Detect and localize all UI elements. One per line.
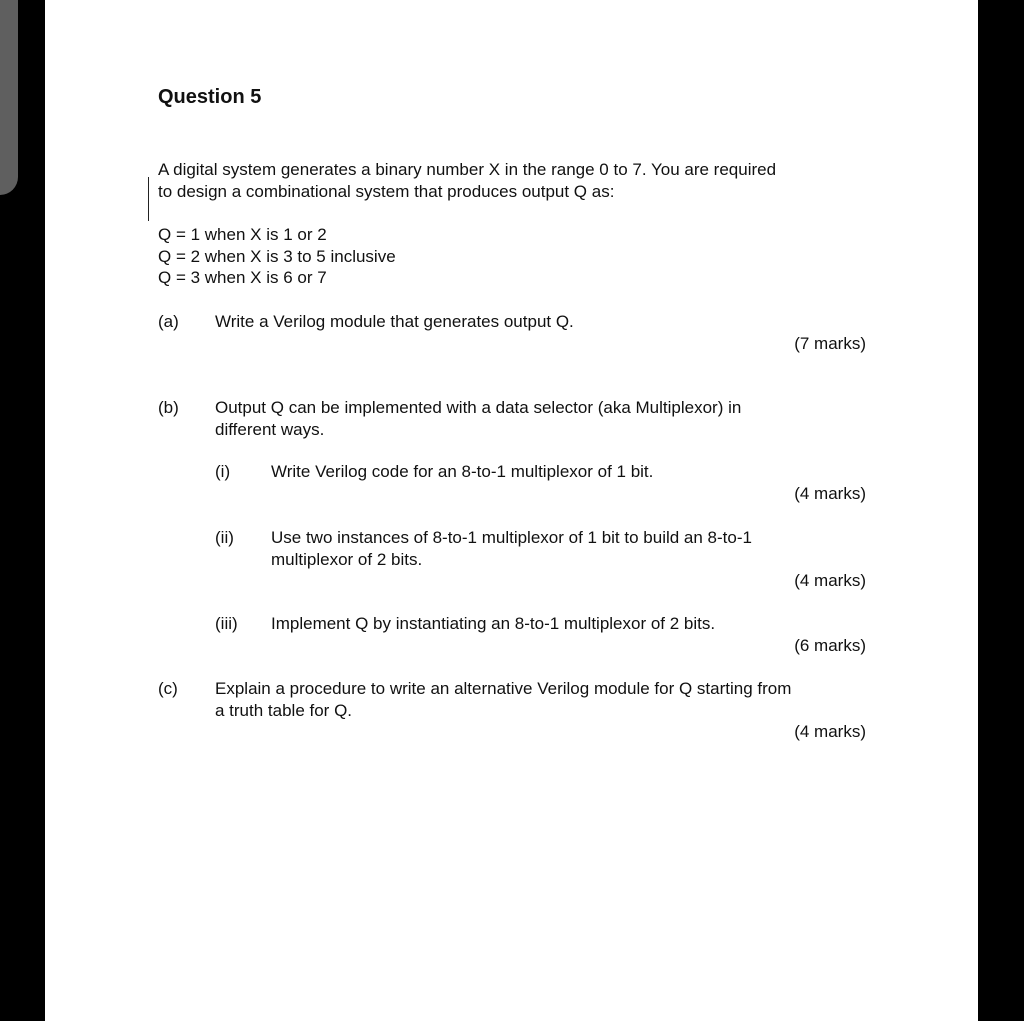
part-c-label: (c) — [158, 679, 178, 698]
condition-3: Q = 3 when X is 6 or 7 — [158, 268, 327, 287]
part-c-line-2: a truth table for Q. — [215, 701, 353, 720]
part-c-line-1: Explain a procedure to write an alternative Verilog module for Q starting from — [215, 679, 792, 698]
overlay-corner-tab — [0, 0, 18, 195]
part-b-iii-text: Implement Q by instantiating an 8-to-1 multiplexor of 2 bits. — [271, 614, 716, 633]
part-b-ii-line-2: multiplexor of 2 bits. — [271, 550, 423, 569]
condition-1: Q = 1 when X is 1 or 2 — [158, 225, 327, 244]
part-b-ii-line-1: Use two instances of 8-to-1 multiplexor of 1 bit to build an 8-to-1 — [271, 528, 752, 547]
part-a-marks: (7 marks) — [794, 334, 866, 353]
part-b-i-text: Write Verilog code for an 8-to-1 multiplexor of 1 bit. — [271, 462, 654, 481]
question-title: Question 5 — [158, 86, 262, 108]
part-b-label: (b) — [158, 398, 179, 417]
part-b-i-marks: (4 marks) — [794, 484, 866, 503]
part-b-ii-label: (ii) — [215, 528, 234, 547]
intro-line-1: A digital system generates a binary number X in the range 0 to 7. You are required — [158, 160, 777, 179]
part-a-text: Write a Verilog module that generates output Q. — [215, 312, 574, 331]
part-a-label: (a) — [158, 312, 179, 331]
condition-2: Q = 2 when X is 3 to 5 inclusive — [158, 247, 396, 266]
part-b-iii-label: (iii) — [215, 614, 238, 633]
part-b-ii-marks: (4 marks) — [794, 571, 866, 590]
part-c-marks: (4 marks) — [794, 722, 866, 741]
part-b-line-2: different ways. — [215, 420, 325, 439]
part-b-line-1: Output Q can be implemented with a data selector (aka Multiplexor) in — [215, 398, 742, 417]
text-cursor — [148, 177, 149, 221]
intro-line-2: to design a combinational system that produces output Q as: — [158, 182, 615, 201]
part-b-iii-marks: (6 marks) — [794, 636, 866, 655]
part-b-i-label: (i) — [215, 462, 231, 481]
document-page — [45, 0, 978, 1021]
